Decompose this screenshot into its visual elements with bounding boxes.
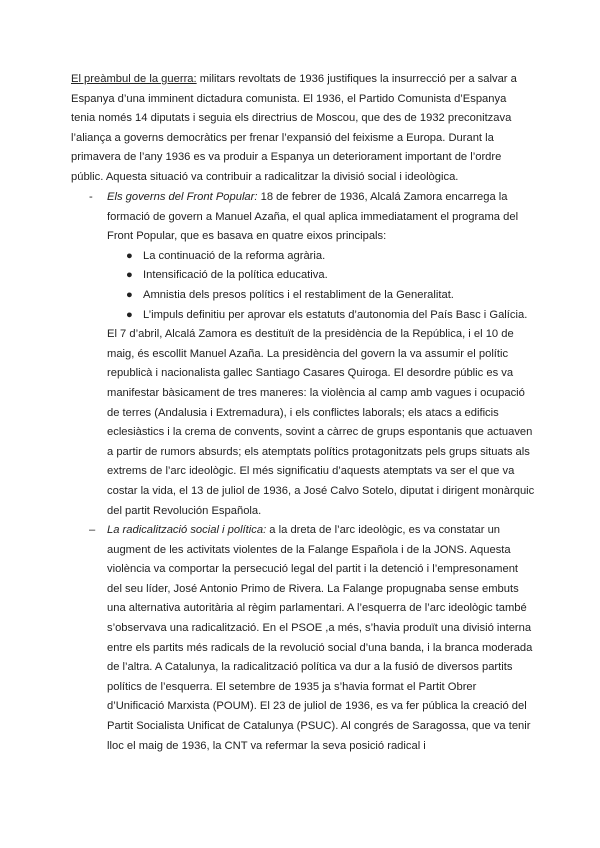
bullet-dot: ●	[126, 308, 133, 321]
list-item	[107, 247, 535, 267]
section-front-popular-lead	[107, 188, 535, 247]
intro-text: militars revoltats de 1936 justifiques la insurrecció per a salvar a Espanya d’una imminent dictadura comunista. El 1936, el Partido Comunista d’Espanya tenia només 14 diputats i seguia els directrius de Moscou, que des de 1932 preconitzava l’aliança a governs democràtics per frenar l’expansió del feixisme a Europa. Durant la primavera de l’any 1936 es va produir a Espanya un deteriorament important de l’ordre públic. Aquesta situació va contribuir a radicalitzar la divisió social i ideològica.	[71, 73, 517, 183]
section-radicalitzacio	[89, 521, 535, 756]
intro-title: El preàmbul de la guerra:	[71, 73, 197, 85]
list-item-text: L’impuls definitiu per aprovar els estatuts d’autonomia del País Basc i Galícia.	[143, 308, 528, 321]
section-front-popular-lead-text: 18 de febrer de 1936, Alcalá Zamora encarrega la formació de govern a Manuel Azaña, el qual aplica immediatament el programa del Front Popular, que es basava en quatre eixos principals:	[107, 191, 519, 243]
section-radicalitzacio-title: La radicalització social i política:	[107, 524, 267, 536]
list-item	[107, 266, 535, 286]
section-front-popular	[89, 188, 535, 521]
bullet-dot: ●	[126, 269, 133, 282]
dash-marker: –	[89, 524, 96, 536]
section-front-popular-after: El 7 d’abril, Alcalá Zamora es destituït de la presidència de la República, i el 10 de maig, és escollit Manuel Azaña. La presidència del govern la va assumir el polític republicà i nacionalista gallec Santiago Casares Quiroga. El desordre públic es va manifestar bàsicament de tres maneres: la violència al camp amb vagues i ocupació de terres (Andalusia i Extremadura), i els conflictes laborals; els atacs a edificis eclesiàstics i la crema de convents, sovint a càrrec de grups espontanis que actuaven a partir de rumors absurds; els atemptats polítics protagonitzats pels grups situats als extrems de l’arc ideològic. El més significatiu d’aquests atemptats va ser el que va costar la vida, el 13 de juliol de 1936, a José Calvo Sotelo, diputat i dirigent monàrquic del partit Revolución Española.	[107, 328, 535, 517]
section-radicalitzacio-text: a la dreta de l’arc ideològic, es va constatar un augment de les activitats violentes de la Falange Española i de la JONS. Aquesta violència va comportar la persecució legal del partit i la detenció i l’empresonament del seu líder, José Antonio Primo de Rivera. La Falange propugnaba sense embuts una alternativa autoritària al règim parlamentari. A l’esquerra de l’arc ideològic també s’observava una radicalització. En el PSOE ,a més, s’havia produït una divisió interna entre els partits més radicals de la revolució social d’una banda, i la branca moderada de l’altra. A Catalunya, la radicalització política va dur a la fusió de diversos partits polítics de l’esquerra. El setembre de 1935 ja s’havia format el Partit Obrer d’Unificació Marxista (POUM). El 23 de juliol de 1936, es va fer pública la creació del Partit Socialista Unificat de Catalunya (PSUC). Al congrés de Saragossa, que va tenir lloc el maig de 1936, la CNT va refermar la seva posició radical i	[107, 524, 533, 752]
section-radicalitzacio-body	[107, 521, 535, 756]
list-item	[107, 286, 535, 306]
list-item-text: Amnistia dels presos polítics i el restabliment de la Generalitat.	[143, 288, 454, 301]
bullet-dot: ●	[126, 288, 133, 301]
bullet-dot: ●	[126, 249, 133, 262]
dash-marker: -	[89, 191, 93, 203]
list-item	[107, 306, 535, 326]
front-popular-bullet-list	[107, 247, 535, 325]
intro-paragraph	[71, 70, 533, 188]
list-item-text: La continuació de la reforma agrària.	[143, 249, 326, 262]
list-item-text: Intensificació de la política educativa.	[143, 269, 328, 282]
section-front-popular-title: Els governs del Front Popular:	[107, 191, 258, 203]
